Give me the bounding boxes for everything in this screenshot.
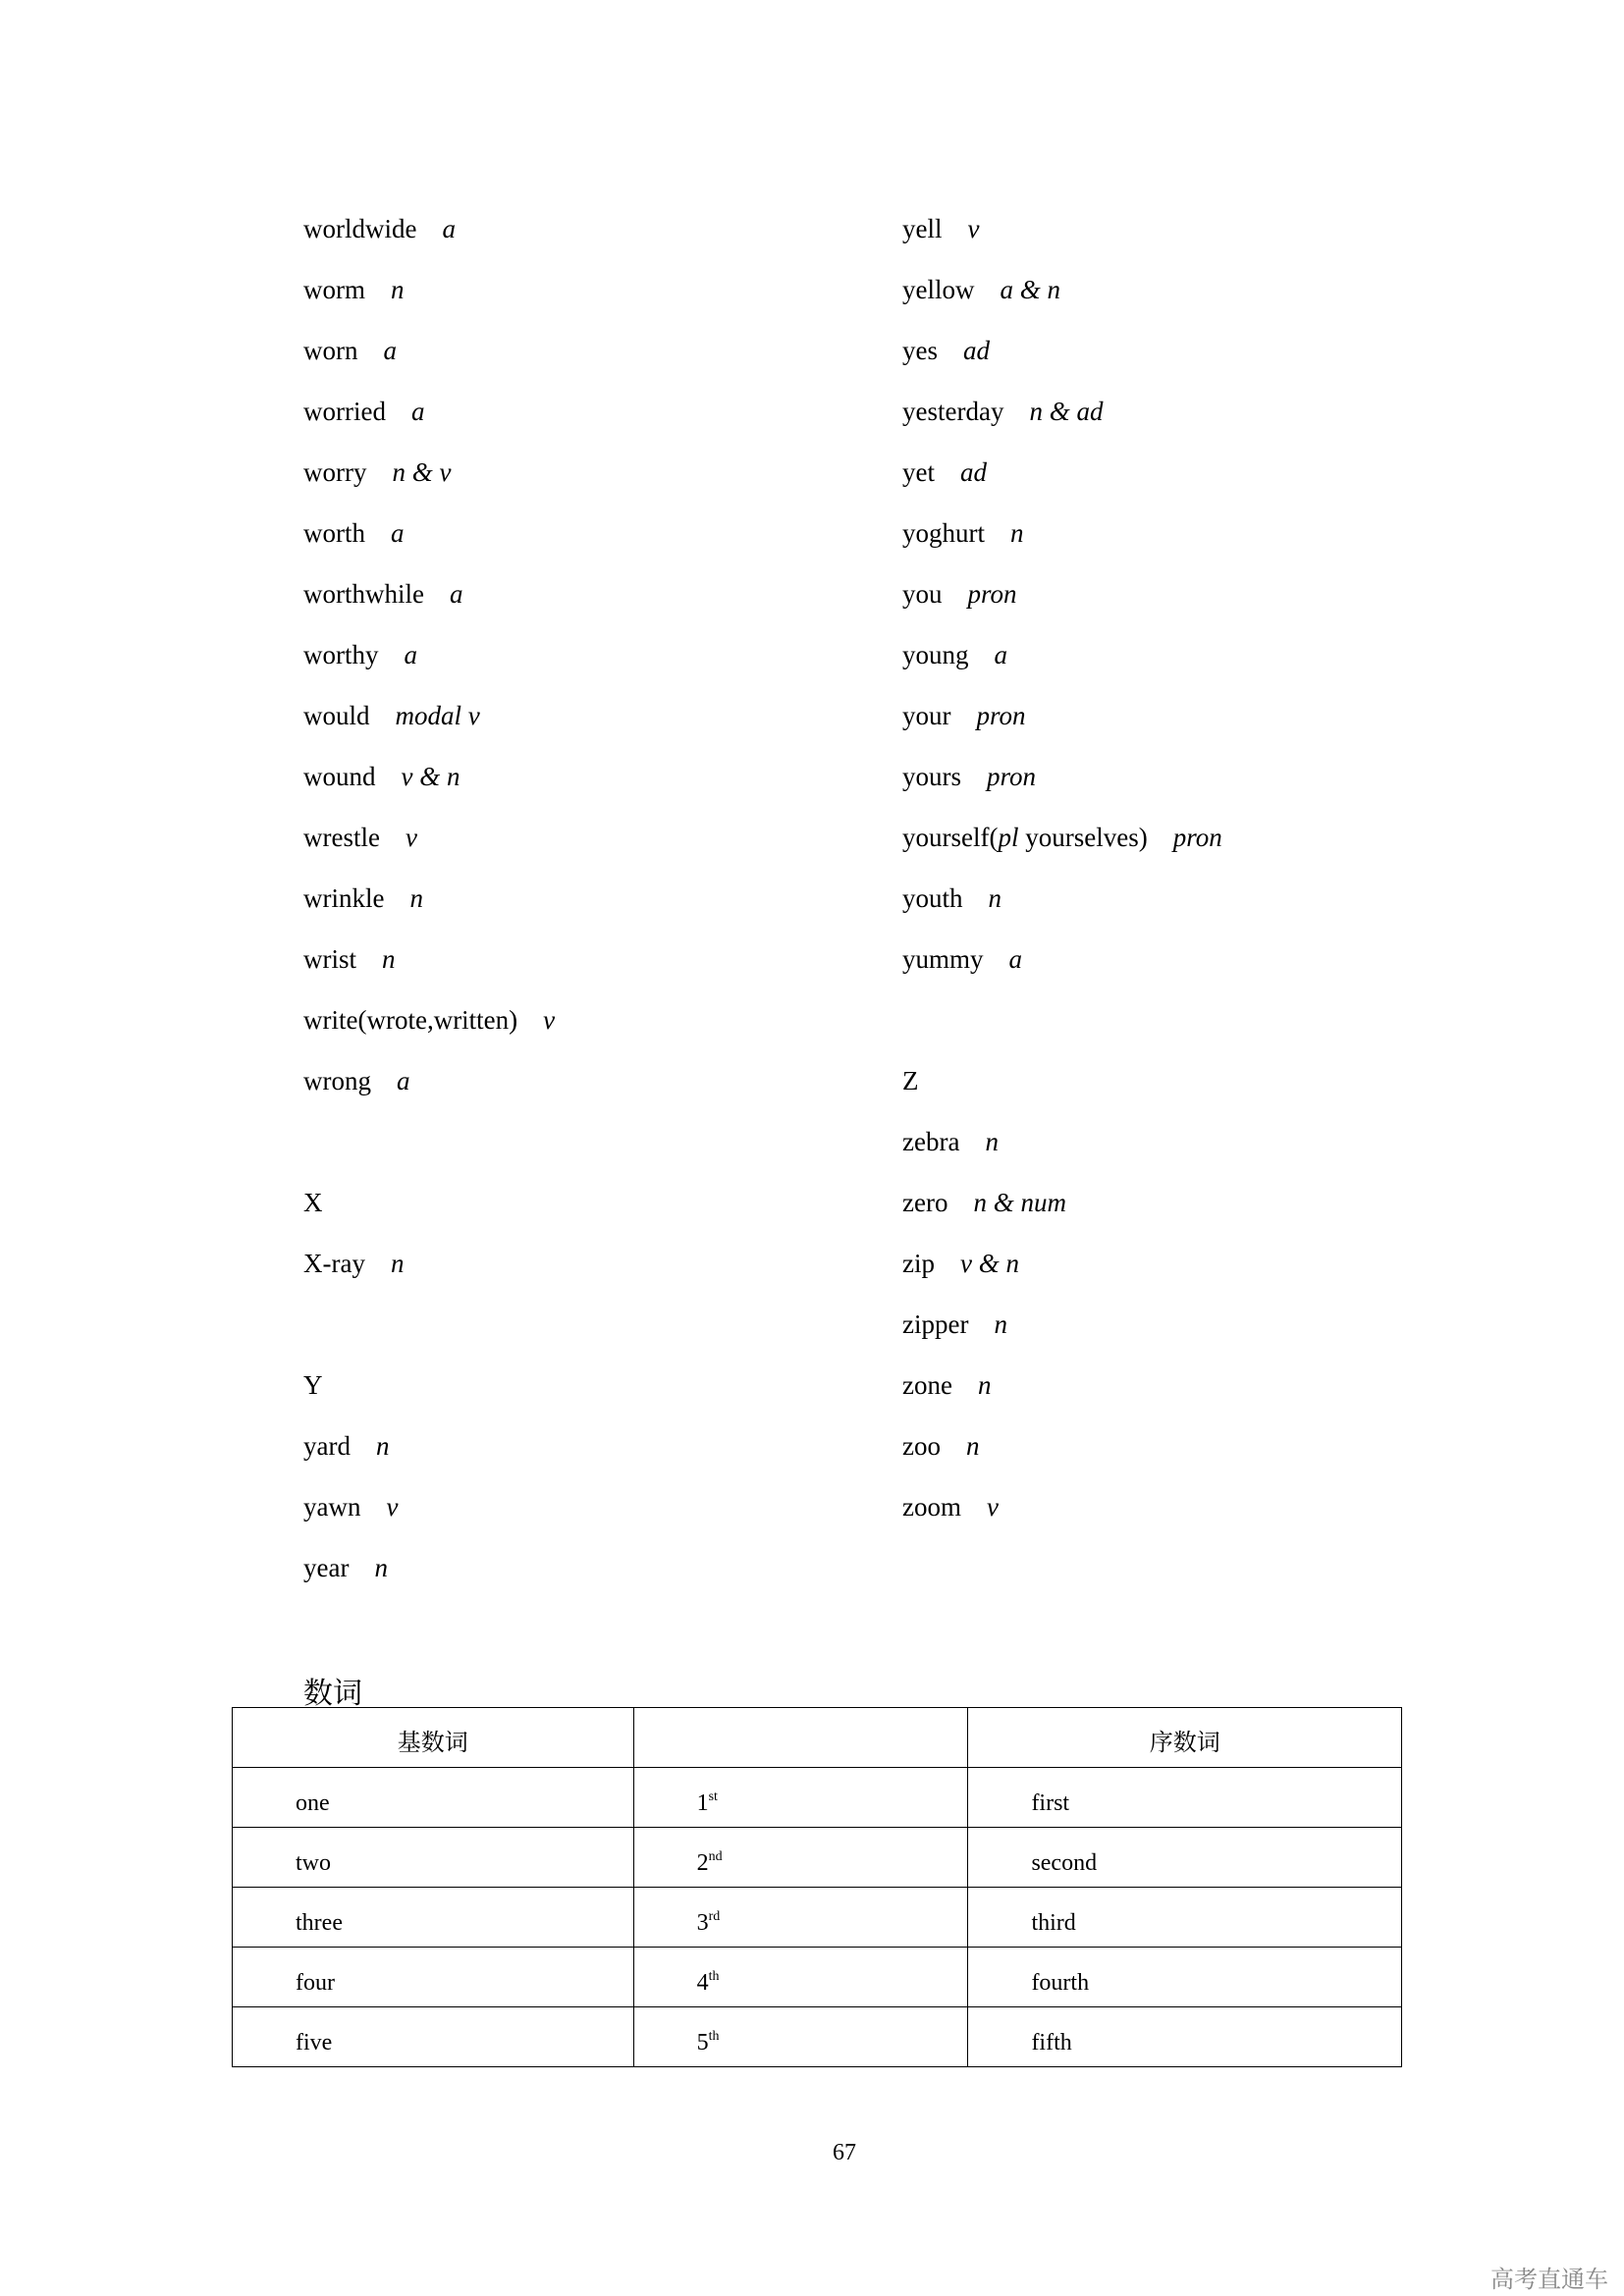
- number-suffix: rd: [708, 1909, 721, 1924]
- entry-word: yoghurt: [902, 518, 985, 548]
- section-letter-y: [303, 1370, 555, 1431]
- entry-pos: v: [967, 214, 980, 243]
- number-suffix: th: [708, 2029, 720, 2044]
- entry-row: [303, 457, 555, 518]
- column-header: [634, 1757, 968, 1767]
- entry-pos: pron: [967, 579, 1017, 609]
- ordinal-word: fourth: [1031, 1970, 1090, 1996]
- entry-pos: a: [404, 640, 417, 669]
- entry-row: [902, 275, 1222, 336]
- entry-row: [303, 397, 555, 457]
- entry-word: yummy: [902, 944, 984, 974]
- entry-word: worry: [303, 457, 367, 487]
- entry-row: [902, 214, 1222, 275]
- entry-pos: a: [410, 397, 425, 426]
- entry-word-suffix: yourselves): [1018, 823, 1148, 852]
- entry-row: [902, 1370, 1222, 1431]
- entry-pos: n & v: [392, 457, 452, 487]
- numerals-heading: 数词: [303, 1677, 362, 1711]
- entry-row: [902, 1431, 1222, 1492]
- entry-row: [902, 1492, 1222, 1553]
- entry-word: wrestle: [303, 823, 380, 852]
- entry-word: year: [303, 1553, 350, 1582]
- entry-row: [902, 944, 1222, 1005]
- header-cell-cardinal: [233, 1708, 634, 1768]
- entry-pos: a: [442, 214, 456, 243]
- ordinal-number: [634, 1850, 968, 1887]
- table-row: [233, 1768, 1402, 1828]
- entry-pos: n: [994, 1309, 1007, 1339]
- entry-pos: v: [543, 1005, 556, 1035]
- entry-pos: n: [390, 1249, 405, 1278]
- entry-word: yesterday: [902, 397, 1004, 426]
- table-row: [233, 1888, 1402, 1948]
- entry-word: wrong: [303, 1066, 371, 1095]
- entry-row: [902, 1249, 1222, 1309]
- entry-row: [902, 397, 1222, 457]
- entry-pos: n: [1010, 518, 1024, 548]
- header-cell-number: [633, 1708, 968, 1768]
- entry-word: zip: [902, 1249, 935, 1278]
- entry-word: X-ray: [303, 1249, 365, 1278]
- entry-row: [902, 336, 1222, 397]
- entry-word: worn: [303, 336, 358, 365]
- ordinal-number: [634, 1970, 968, 2006]
- entry-pos: pron: [1172, 823, 1222, 852]
- column-header: 序数词: [1149, 1729, 1220, 1756]
- entry-pos: n: [985, 1127, 999, 1156]
- entry-row: [303, 701, 555, 762]
- cardinal-word: two: [296, 1850, 331, 1876]
- page-number: 67: [833, 2140, 856, 2165]
- entry-pos: pron: [976, 701, 1026, 730]
- entry-pos: n: [409, 883, 423, 913]
- entry-pos: a: [397, 1066, 410, 1095]
- entry-word: zone: [902, 1370, 952, 1400]
- entry-row: [902, 579, 1222, 640]
- entry-word: wound: [303, 762, 376, 791]
- entry-row: [303, 214, 555, 275]
- entry-word: would: [303, 701, 370, 730]
- entry-pos: n: [988, 883, 1002, 913]
- entry-row: [303, 640, 555, 701]
- section-letter: X: [303, 1188, 323, 1217]
- entry-word: young: [902, 640, 969, 669]
- entry-pos: v & n: [401, 762, 460, 791]
- entry-word: worm: [303, 275, 365, 304]
- entry-pos: modal v: [395, 701, 480, 730]
- entry-pos: a: [383, 336, 397, 365]
- cardinal-word: one: [296, 1790, 330, 1816]
- entry-row: [303, 1249, 555, 1309]
- entry-row: [303, 1005, 555, 1066]
- entry-word: yours: [902, 762, 961, 791]
- cardinal-word: five: [296, 2030, 333, 2056]
- entry-word: zero: [902, 1188, 948, 1217]
- ordinal-word: third: [1031, 1910, 1076, 1936]
- entry-word: wrinkle: [303, 883, 385, 913]
- ordinal-word: fifth: [1031, 2030, 1072, 2056]
- entry-pos: a: [1008, 944, 1023, 974]
- entry-row: [902, 701, 1222, 762]
- entry-row: [303, 579, 555, 640]
- entry-pos: n: [374, 1553, 388, 1582]
- table-header-row: [233, 1708, 1402, 1768]
- entry-word-italic: pl: [998, 823, 1019, 852]
- right-word-column: [902, 214, 1222, 1553]
- cardinal-word: three: [296, 1910, 343, 1936]
- entry-row: [902, 1127, 1222, 1188]
- entry-word: your: [902, 701, 951, 730]
- entry-row: [303, 518, 555, 579]
- entry-word: worried: [303, 397, 386, 426]
- section-spacer: [303, 1309, 555, 1370]
- number-suffix: nd: [708, 1849, 723, 1864]
- entry-row: [902, 883, 1222, 944]
- cardinal-word: four: [296, 1970, 335, 1996]
- entry-row: [303, 1492, 555, 1553]
- entry-word: yard: [303, 1431, 351, 1461]
- number-suffix: st: [708, 1789, 718, 1804]
- entry-word: you: [902, 579, 943, 609]
- ordinal-word: second: [1031, 1850, 1098, 1876]
- table-row: [233, 2007, 1402, 2067]
- entry-pos: n: [382, 944, 396, 974]
- entry-pos: n & ad: [1029, 397, 1104, 426]
- ordinal-word: first: [1031, 1790, 1070, 1816]
- section-spacer: [303, 1127, 555, 1188]
- entry-word: yes: [902, 336, 938, 365]
- section-letter: Y: [303, 1370, 323, 1400]
- entry-pos: n: [965, 1431, 980, 1461]
- entry-row: [902, 518, 1222, 579]
- entry-pos: v: [987, 1492, 999, 1522]
- entry-row: [303, 944, 555, 1005]
- entry-pos: a & n: [1000, 275, 1061, 304]
- entry-row: [303, 336, 555, 397]
- entry-word: yellow: [902, 275, 975, 304]
- entry-word: yell: [902, 214, 943, 243]
- entry-word: yawn: [303, 1492, 361, 1522]
- section-letter-z: [902, 1066, 1222, 1127]
- section-spacer: [902, 1005, 1222, 1066]
- entry-row: [902, 823, 1222, 883]
- entry-pos: pron: [987, 762, 1037, 791]
- entry-row: [902, 640, 1222, 701]
- entry-pos: ad: [960, 457, 987, 487]
- entry-row: [902, 762, 1222, 823]
- entry-pos: n: [977, 1370, 992, 1400]
- entry-word: yet: [902, 457, 935, 487]
- number-digit: 1: [696, 1790, 709, 1816]
- entry-pos: n & num: [973, 1188, 1066, 1217]
- table-row: [233, 1828, 1402, 1888]
- entry-pos: ad: [963, 336, 990, 365]
- section-letter: Z: [902, 1066, 919, 1095]
- entry-pos: n: [375, 1431, 390, 1461]
- entry-row: [902, 1309, 1222, 1370]
- entry-pos: v: [386, 1492, 399, 1522]
- entry-pos: v & n: [960, 1249, 1019, 1278]
- section-letter-x: [303, 1188, 555, 1249]
- entry-pos: a: [391, 518, 405, 548]
- header-cell-ordinal: [968, 1708, 1402, 1768]
- entry-row: [303, 762, 555, 823]
- entry-pos: a: [449, 579, 463, 609]
- entry-word: zebra: [902, 1127, 960, 1156]
- entry-row: [303, 1431, 555, 1492]
- ordinal-number: [634, 2030, 968, 2066]
- ordinal-number: [634, 1910, 968, 1947]
- number-digit: 3: [696, 1910, 709, 1936]
- watermark-text: 高考直通车: [1490, 2266, 1608, 2293]
- entry-row: [303, 275, 555, 336]
- number-digit: 2: [696, 1850, 709, 1876]
- entry-word: zipper: [902, 1309, 969, 1339]
- entry-word-prefix: yourself(: [902, 823, 999, 852]
- ordinal-number: [634, 1790, 968, 1827]
- entry-pos: a: [994, 640, 1007, 669]
- entry-word: worldwide: [303, 214, 417, 243]
- entry-row: [902, 1188, 1222, 1249]
- entry-pos: v: [405, 823, 417, 852]
- number-suffix: th: [708, 1969, 720, 1984]
- entry-row: [902, 457, 1222, 518]
- entry-pos: n: [391, 275, 405, 304]
- entry-word: [902, 823, 1148, 852]
- entry-word: zoom: [902, 1492, 961, 1522]
- entry-word: zoo: [902, 1431, 941, 1461]
- numerals-table: [232, 1707, 1402, 2067]
- entry-word: worthy: [303, 640, 379, 669]
- table-row: [233, 1948, 1402, 2007]
- left-word-column: [303, 214, 555, 1614]
- entry-word: wrist: [303, 944, 356, 974]
- entry-row: [303, 823, 555, 883]
- column-header: 基数词: [397, 1729, 468, 1756]
- entry-word: write(wrote,written): [303, 1005, 518, 1035]
- entry-row: [303, 883, 555, 944]
- number-digit: 4: [696, 1970, 709, 1996]
- entry-word: worthwhile: [303, 579, 424, 609]
- entry-row: [303, 1066, 555, 1127]
- entry-row: [303, 1553, 555, 1614]
- entry-word: worth: [303, 518, 365, 548]
- number-digit: 5: [696, 2030, 709, 2056]
- entry-word: youth: [902, 883, 963, 913]
